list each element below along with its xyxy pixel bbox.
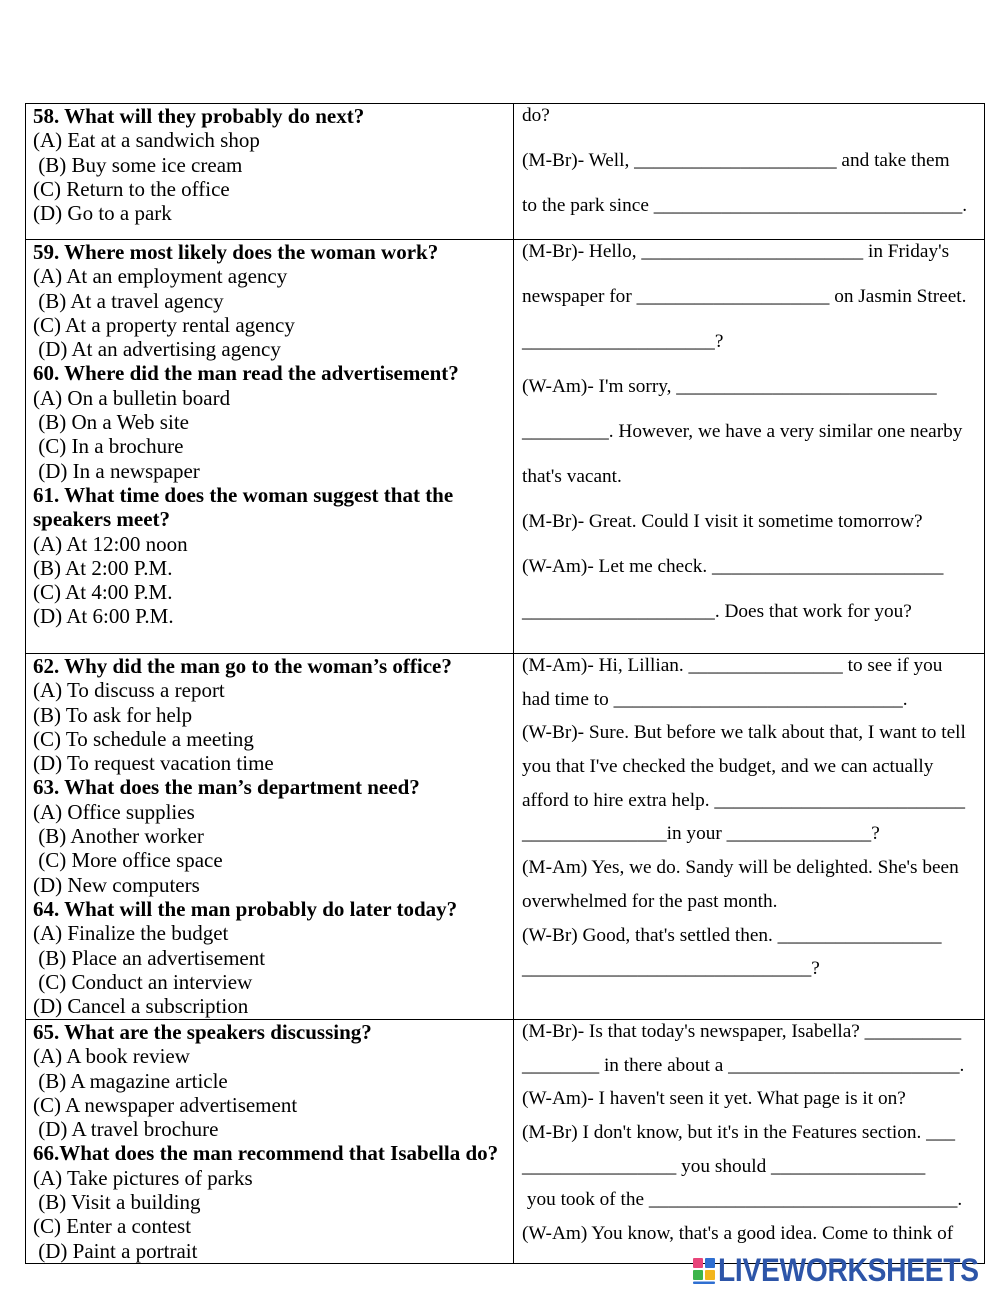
- dialogue-line: had time to ______________________________.: [522, 688, 908, 710]
- dialogue-cell: [514, 654, 985, 1020]
- dialogue-line: (W-Br) Good, that's settled then. _________________: [522, 924, 942, 946]
- answer-option: (C) At a property rental agency: [33, 312, 295, 337]
- answer-option: (A) Take pictures of parks: [33, 1165, 253, 1190]
- answer-option: (C) More office space: [33, 848, 223, 873]
- question-text: 65. What are the speakers discussing?: [33, 1020, 372, 1044]
- answer-option: (C) Return to the office: [33, 176, 230, 201]
- worksheet-table: [25, 103, 985, 1264]
- dialogue-line: (M-Am)- Hi, Lillian. ________________ to see if you: [522, 655, 943, 676]
- answer-option: (D) Paint a portrait: [33, 1238, 198, 1263]
- answer-option: (D) At an advertising agency: [33, 337, 281, 362]
- answer-option: (B) On a Web site: [33, 410, 189, 435]
- dialogue-line: do?: [522, 105, 550, 126]
- answer-option: (A) A book review: [33, 1044, 190, 1069]
- answer-option: (C) Enter a contest: [33, 1214, 192, 1239]
- answer-option: (D) A travel brochure: [33, 1117, 219, 1142]
- answer-option: (B) Visit a building: [33, 1190, 201, 1215]
- questions-cell: [26, 240, 514, 654]
- question-block: [33, 483, 511, 629]
- worksheet-row: [26, 1020, 985, 1264]
- answer-option: (B) A magazine article: [33, 1068, 228, 1093]
- answer-option: (C) Conduct an interview: [33, 969, 253, 994]
- question-text: 64. What will the man probably do later today?: [33, 896, 458, 921]
- question-block: [33, 897, 511, 1018]
- question-text: 63. What does the man’s department need?: [33, 775, 420, 800]
- dialogue-line: ______________________________?: [522, 958, 820, 980]
- question-text: 62. Why did the man go to the woman’s office?: [33, 654, 452, 678]
- answer-option: (A) To discuss a report: [33, 678, 225, 703]
- dialogue-line: newspaper for ____________________ on Jasmin Street.: [522, 286, 967, 307]
- answer-option: (D) To request vacation time: [33, 751, 274, 776]
- dialogue-line: that's vacant.: [522, 466, 622, 487]
- answer-option: (C) At 4:00 P.M.: [33, 580, 173, 605]
- dialogue-line: ________________ you should ________________: [522, 1155, 926, 1177]
- answer-option: (A) At an employment agency: [33, 264, 288, 289]
- questions-cell: [26, 1020, 514, 1264]
- question-block: [33, 654, 511, 775]
- dialogue-line: you that I've checked the budget, and we can actually: [522, 756, 934, 778]
- liveworksheets-logo-icon: [693, 1258, 715, 1284]
- questions-cell: [26, 104, 514, 240]
- answer-option: (A) Finalize the budget: [33, 921, 229, 946]
- worksheet-row: [26, 654, 985, 1020]
- dialogue-line: overwhelmed for the past month.: [522, 890, 778, 912]
- question-text: speakers meet?: [33, 507, 171, 532]
- logo-text: LIVEWORKSHEETS: [718, 1252, 979, 1288]
- dialogue-line: (W-Br)- Sure. But before we talk about that, I want to tell: [522, 722, 966, 744]
- question-block: [33, 1020, 511, 1141]
- dialogue-line: you took of the ________________________________.: [522, 1189, 963, 1211]
- dialogue-line: ________ in there about a ________________________.: [522, 1054, 965, 1076]
- dialogue-line: afford to hire extra help. __________________________: [522, 789, 966, 811]
- answer-option: (C) A newspaper advertisement: [33, 1092, 298, 1117]
- dialogue-line: (M-Br)- Well, _____________________ and take them: [522, 150, 950, 171]
- dialogue-line: (W-Am)- I'm sorry, ___________________________: [522, 376, 937, 397]
- answer-option: (B) Place an advertisement: [33, 945, 266, 970]
- dialogue-line: (M-Br)- Great. Could I visit it sometime tomorrow?: [522, 511, 923, 532]
- question-block: [33, 361, 511, 482]
- answer-option: (B) Buy some ice cream: [33, 152, 243, 177]
- question-block: [33, 104, 511, 225]
- question-block: [33, 240, 511, 361]
- question-block: [33, 775, 511, 896]
- dialogue-line: to the park since ________________________________.: [522, 195, 968, 216]
- answer-option: (D) In a newspaper: [33, 458, 200, 483]
- worksheet-row: [26, 104, 985, 240]
- answer-option: (B) At 2:00 P.M.: [33, 555, 173, 580]
- question-text: 66.What does the man recommend that Isabella do?: [33, 1141, 499, 1166]
- answer-option: (B) Another worker: [33, 824, 204, 849]
- dialogue-line: _________. However, we have a very similar one nearby: [522, 421, 963, 442]
- dialogue-cell: [514, 104, 985, 240]
- dialogue-line: (W-Am)- Let me check. ________________________: [522, 556, 944, 577]
- dialogue-cell: [514, 240, 985, 654]
- dialogue-line: (M-Am) Yes, we do. Sandy will be delighted. She's been: [522, 857, 959, 879]
- answer-option: (D) Cancel a subscription: [33, 994, 249, 1019]
- answer-option: (B) To ask for help: [33, 702, 193, 727]
- answer-option: (B) At a travel agency: [33, 288, 224, 313]
- question-text: 58. What will they probably do next?: [33, 104, 365, 128]
- answer-option: (A) On a bulletin board: [33, 385, 231, 410]
- dialogue-line: (W-Am) You know, that's a good idea. Come to think of: [522, 1223, 954, 1245]
- dialogue-line: (M-Br) I don't know, but it's in the Features section. ___: [522, 1122, 956, 1144]
- dialogue-line: _______________in your _______________?: [522, 823, 880, 845]
- answer-option: (D) At 6:00 P.M.: [33, 604, 174, 629]
- dialogue-line: ____________________?: [522, 331, 724, 352]
- question-text: 59. Where most likely does the woman work?: [33, 240, 439, 264]
- answer-option: (A) Office supplies: [33, 799, 195, 824]
- answer-option: (C) To schedule a meeting: [33, 726, 254, 751]
- questions-cell: [26, 654, 514, 1020]
- question-text: 60. Where did the man read the advertisement?: [33, 361, 459, 386]
- dialogue-line: (M-Br)- Is that today's newspaper, Isabella? __________: [522, 1021, 962, 1042]
- dialogue-cell: [514, 1020, 985, 1264]
- question-block: [33, 1141, 511, 1262]
- worksheet-row: [26, 240, 985, 654]
- answer-option: (D) Go to a park: [33, 201, 172, 226]
- answer-option: (C) In a brochure: [33, 434, 184, 459]
- question-text: 61. What time does the woman suggest that the: [33, 482, 454, 507]
- dialogue-line: (M-Br)- Hello, _______________________ in Friday's: [522, 241, 950, 262]
- answer-option: (D) New computers: [33, 872, 200, 897]
- dialogue-line: ____________________. Does that work for you?: [522, 601, 912, 622]
- liveworksheets-logo: [693, 1254, 993, 1286]
- answer-option: (A) At 12:00 noon: [33, 531, 188, 556]
- answer-option: (A) Eat at a sandwich shop: [33, 128, 260, 153]
- dialogue-line: (W-Am)- I haven't seen it yet. What page is it on?: [522, 1088, 906, 1110]
